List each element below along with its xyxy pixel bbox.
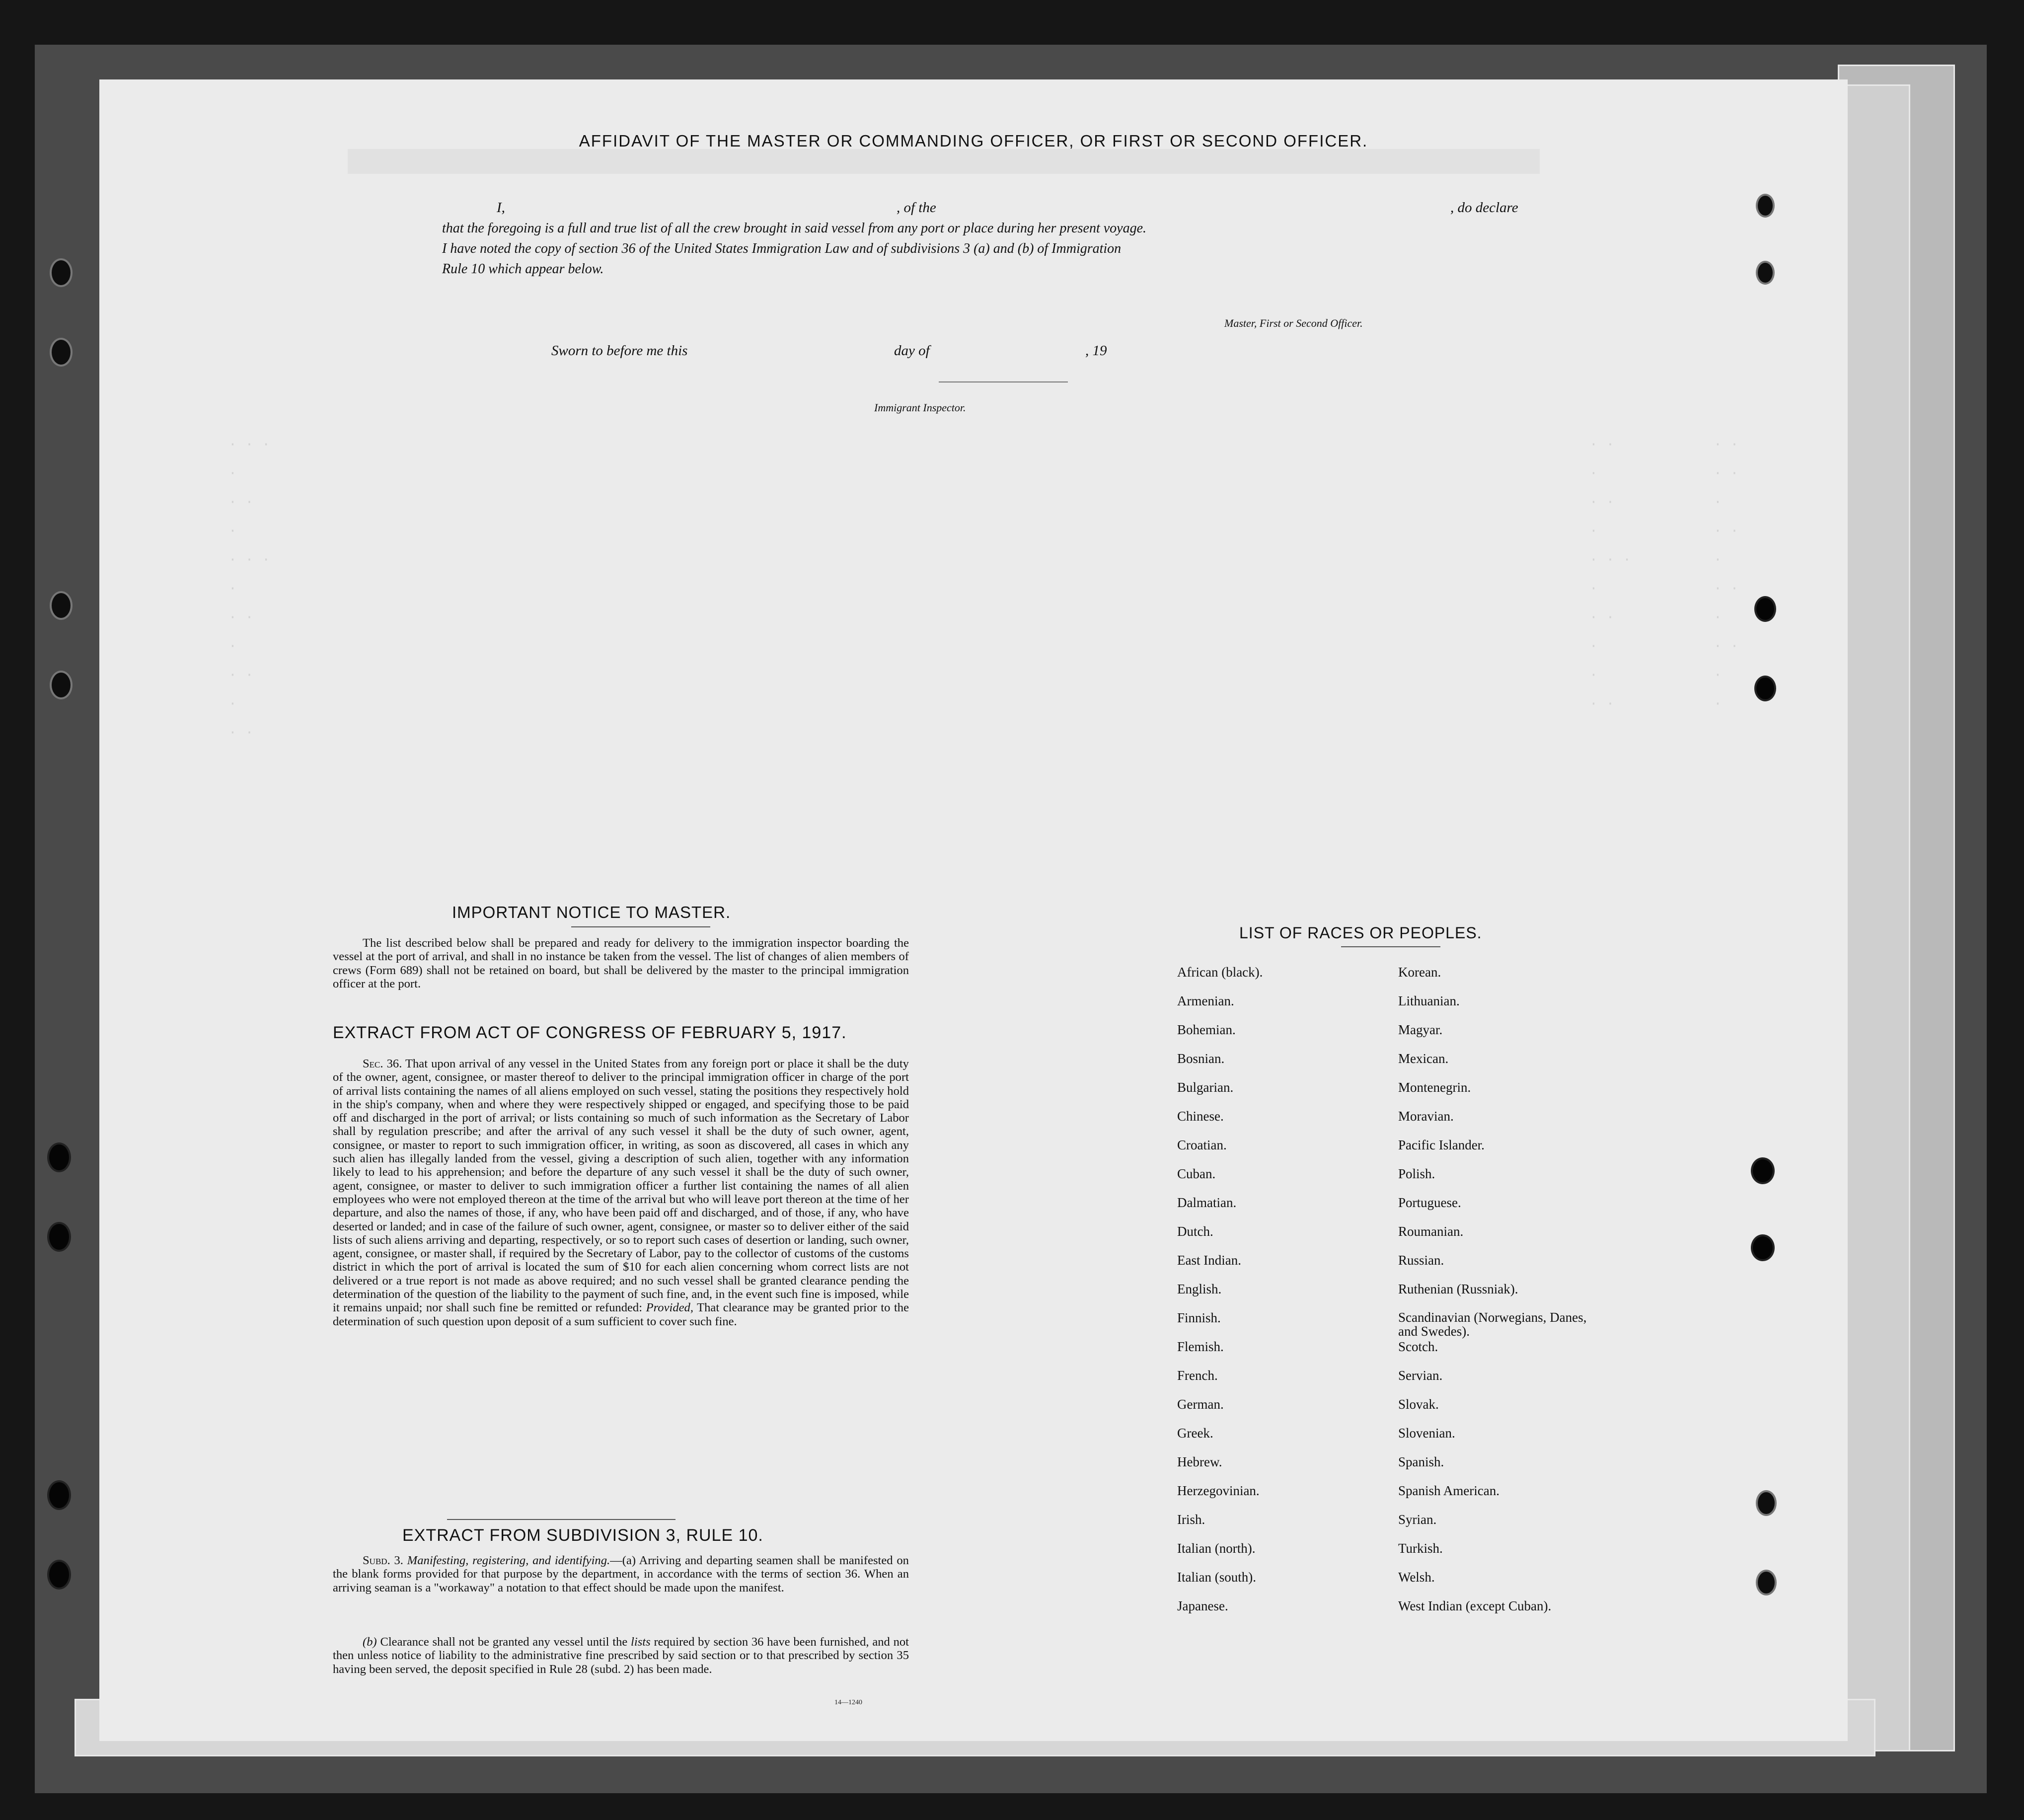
binder-ring	[47, 1480, 71, 1510]
race-item: Korean.	[1398, 965, 1441, 980]
races-list-right	[1398, 965, 1607, 1627]
provided-text: Provided,	[646, 1301, 693, 1315]
race-item: Armenian.	[1177, 993, 1234, 1008]
punch-hole	[1751, 1157, 1775, 1184]
race-item: Spanish.	[1398, 1454, 1444, 1469]
race-item: French.	[1177, 1368, 1218, 1383]
sworn-text: Sworn to before me this	[551, 343, 688, 359]
race-item: Chinese.	[1177, 1109, 1224, 1124]
rule-para-a: Subd. 3. Manifesting, registering, and identifying.—(a) Arriving and departing seamen shall be manifested on the blank forms provided for that purpose by the department, in accordance with the terms of section 36. When an arriving seaman is a "workaway" a notation to that effect should be made upon the manifest.	[333, 1554, 909, 1594]
punch-hole	[1756, 1570, 1777, 1595]
declaration-i: I,	[497, 200, 505, 216]
affidavit-title: AFFIDAVIT OF THE MASTER OR COMMANDING OFFICER, OR FIRST OR SECOND OFFICER.	[579, 132, 1368, 150]
race-item: African (black).	[1177, 965, 1263, 980]
punch-hole	[1756, 1490, 1777, 1516]
race-item: Dutch.	[1177, 1224, 1213, 1239]
master-signature-label: Master, First or Second Officer.	[1224, 317, 1363, 329]
race-item: Hebrew.	[1177, 1454, 1222, 1469]
race-item: Bulgarian.	[1177, 1080, 1234, 1095]
bleed-through-column: · · · · · · · · · · · · · · · ·	[1589, 437, 1632, 712]
subdivision-label: Subd. 3.	[363, 1554, 403, 1567]
rule-extract-rule	[447, 1519, 675, 1520]
race-item: Finnish.	[1177, 1310, 1221, 1325]
declaration-line: Rule 10 which appear below.	[442, 261, 604, 277]
punch-hole	[1751, 1234, 1775, 1261]
notice-body: The list described below shall be prepared and ready for delivery to the immigration inspector boarding the vessel at the port of arrival, and shall in no instance be taken from the vessel. The list of changes of alien members of crews (Form 689) shall not be retained on board, but shall be delivered by the master to the principal immigration officer at the port.	[333, 936, 909, 990]
punch-hole	[1754, 676, 1776, 701]
race-item: Scotch.	[1398, 1339, 1438, 1354]
race-item: Roumanian.	[1398, 1224, 1464, 1239]
binder-ring	[50, 671, 73, 699]
declaration-line: I have noted the copy of section 36 of the United States Immigration Law and of subdivisions 3 (a) and (b) of Immigration	[442, 241, 1122, 256]
binder-ring	[47, 1142, 71, 1172]
race-item: Herzegovinian.	[1177, 1483, 1260, 1498]
race-item: Russian.	[1398, 1253, 1444, 1268]
binder-ring	[50, 591, 73, 620]
race-item: Dalmatian.	[1177, 1195, 1237, 1210]
race-item: Magyar.	[1398, 1022, 1443, 1037]
section-label: Sec. 36.	[363, 1057, 402, 1070]
binder-ring	[47, 1222, 71, 1252]
notice-title: IMPORTANT NOTICE TO MASTER.	[452, 903, 731, 921]
race-item: Flemish.	[1177, 1339, 1224, 1354]
notice-rule	[571, 926, 710, 927]
race-item: Turkish.	[1398, 1541, 1443, 1556]
declaration-of-the: , of the	[897, 200, 936, 216]
race-item: Slovenian.	[1398, 1426, 1455, 1441]
race-item: Irish.	[1177, 1512, 1205, 1527]
race-item: Mexican.	[1398, 1051, 1449, 1066]
races-rule	[1341, 946, 1440, 947]
race-item: East Indian.	[1177, 1253, 1241, 1268]
punch-hole	[1756, 194, 1775, 218]
race-item: Ruthenian (Russniak).	[1398, 1282, 1518, 1296]
declaration-line: that the foregoing is a full and true list of all the crew brought in said vessel from any port or place during her present voyage.	[442, 221, 1147, 236]
race-item: Italian (north).	[1177, 1541, 1256, 1556]
race-item: Cuban.	[1177, 1166, 1216, 1181]
race-item: Polish.	[1398, 1166, 1435, 1181]
rule-extract-title: EXTRACT FROM SUBDIVISION 3, RULE 10.	[402, 1526, 763, 1545]
form-number: 14—1240	[834, 1699, 862, 1706]
race-item: Spanish American.	[1398, 1483, 1499, 1498]
race-item: Moravian.	[1398, 1109, 1454, 1124]
race-item: English.	[1177, 1282, 1222, 1296]
race-item: Bohemian.	[1177, 1022, 1236, 1037]
punch-hole	[1756, 261, 1775, 285]
race-item: Croatian.	[1177, 1138, 1227, 1152]
declaration-do-declare: , do declare	[1450, 200, 1518, 216]
bleed-through-header	[348, 149, 1540, 174]
punch-hole	[1754, 596, 1776, 622]
binder-ring	[50, 258, 73, 287]
bleed-through-column: · · · · · · · · · · · · · · · · · · ·	[228, 437, 271, 741]
race-item: German.	[1177, 1397, 1224, 1412]
race-item: Portuguese.	[1398, 1195, 1461, 1210]
rule-para-b: (b) Clearance shall not be granted any vessel until the lists required by section 36 have been furnished, and not then unless notice of liability to the administrative fine prescribed by said section or to that prescribed by section 35 having been served, the deposit specified in Rule 28 (subd. 2) has been made.	[333, 1635, 909, 1676]
act-extract-body: Sec. 36. That upon arrival of any vessel in the United States from any foreign port or place it shall be the duty of the owner, agent, consignee, or master thereof to deliver to the principal immigration officer in charge of the port of arrival lists containing the names of all aliens employed on such vessel, stating the positions they respectively hold in the ship's company, when and where they were respectively shipped or engaged, and specifying those to be paid off and discharged in the port of arrival; or lists containing so much of such information as the Secretary of Labor shall by regulation prescribe; and after the arrival of any such vessel it shall be the duty of such owner, agent, consignee, or master to report to such immigration officer, in writing, as soon as discovered, all cases in which any such alien has illegally landed from the vessel, giving a description of such alien, together with any information likely to lead to his apprehension; and before the departure of any such vessel it shall be the duty of such owner, agent, consignee, or master to deliver to such immigration officer a further list containing the names of all alien employees who were not employed thereon at the time of the arrival but who will leave port thereon at the time of her departure, and also the names of those, if any, who have been paid off and discharged, and of those, if any, who have deserted or landed; and in case of the failure of such owner, agent, consignee, or master so to deliver either of the said lists of such aliens arriving and departing, respectively, or so to report such cases of desertion or landing, such owner, agent, consignee, or master shall, if required by the Secretary of Labor, pay to the collector of customs of the customs district in which the port of arrival is located the sum of $10 for each alien concerning whom correct lists are not delivered or a true report is not made as above required; and no such vessel shall be granted clearance pending the determination of the question of the liability to the payment of such fine, and, in the event such fine is imposed, while it remains unpaid; nor shall such fine be remitted or refunded: Provided, That clearance may be granted prior to the determination of such question upon deposit of a sum sufficient to cover such fine.	[333, 1057, 909, 1328]
binder-ring	[50, 338, 73, 367]
inspector-signature-line	[939, 381, 1068, 382]
race-item: West Indian (except Cuban).	[1398, 1598, 1552, 1613]
race-item: Syrian.	[1398, 1512, 1437, 1527]
race-item: Greek.	[1177, 1426, 1213, 1441]
race-item: Montenegrin.	[1398, 1080, 1471, 1095]
manifest-page	[99, 79, 1848, 1741]
binder-ring	[47, 1560, 71, 1590]
inspector-label: Immigrant Inspector.	[874, 401, 966, 414]
race-item: Pacific Islander.	[1398, 1138, 1485, 1152]
day-of-text: day of	[894, 343, 930, 359]
race-item: Slovak.	[1398, 1397, 1439, 1412]
bleed-through-column: · · · · · · · · · · · · · · ·	[1714, 437, 1739, 712]
race-item: Lithuanian.	[1398, 993, 1460, 1008]
subdivision-heading: Manifesting, registering, and identifying.	[407, 1554, 610, 1567]
race-item: Scandinavian (Norwegians, Danes, and Swedes).	[1398, 1310, 1587, 1339]
act-extract-title: EXTRACT FROM ACT OF CONGRESS OF FEBRUARY 5, 1917.	[333, 1023, 847, 1042]
race-item: Italian (south).	[1177, 1570, 1256, 1585]
year-text: , 19	[1085, 343, 1107, 359]
race-item: Servian.	[1398, 1368, 1443, 1383]
race-item: Japanese.	[1177, 1598, 1228, 1613]
races-title: LIST OF RACES OR PEOPLES.	[1239, 924, 1482, 942]
race-item: Bosnian.	[1177, 1051, 1225, 1066]
races-list-left	[1177, 965, 1263, 1627]
race-item: Welsh.	[1398, 1570, 1435, 1585]
